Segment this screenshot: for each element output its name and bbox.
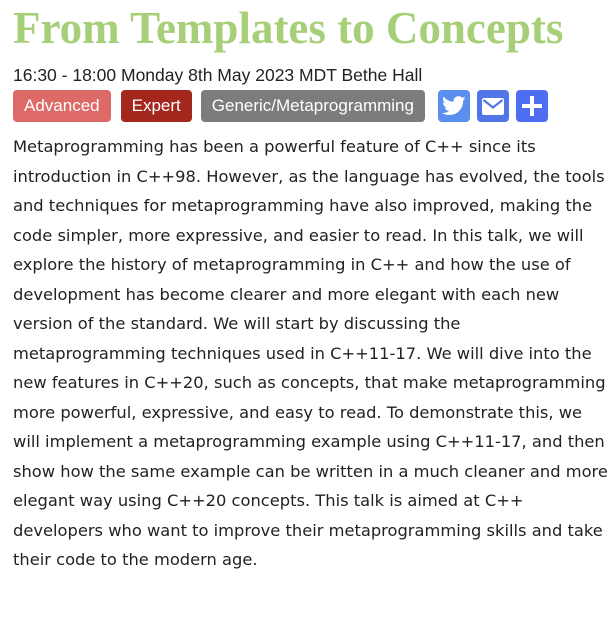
tag-row — [13, 89, 613, 123]
share-more-button[interactable] — [516, 90, 548, 122]
share-twitter-button[interactable] — [438, 90, 470, 122]
session-description: Metaprogramming has been a powerful feature of C++ since its introduction in C++98. However, as the language has evolved, the tools and techniques for metaprogramming have also improved, making the code simpler, more expressive, and easier to read. In this talk, we will explore the history of metaprogramming in C++ and how the use of development has become clearer and more elegant with each new version of the standard. We will start by discussing the metaprogramming techniques used in C++11-17. We will dive into the new features in C++20, such as concepts, that make metaprogramming more powerful, expressive, and easy to read. To demonstrate this, we will implement a metaprogramming example using C++11-17, and then show how the same example can be written in a much cleaner and more elegant way using C++20 concepts. This talk is aimed at C++ developers who want to improve their metaprogramming skills and take their code to the modern age. — [13, 137, 608, 569]
email-icon — [482, 98, 504, 115]
tag-generic-metaprogramming[interactable]: Generic/Metaprogramming — [201, 90, 425, 122]
tag-expert[interactable]: Expert — [121, 90, 192, 122]
session-title: From Templates to Concepts — [13, 3, 564, 53]
tag-advanced[interactable]: Advanced — [13, 90, 111, 122]
plus-icon — [522, 96, 542, 116]
twitter-icon — [442, 96, 466, 116]
share-email-button[interactable] — [477, 90, 509, 122]
session-meta: 16:30 - 18:00 Monday 8th May 2023 MDT Bethe Hall — [13, 65, 423, 85]
